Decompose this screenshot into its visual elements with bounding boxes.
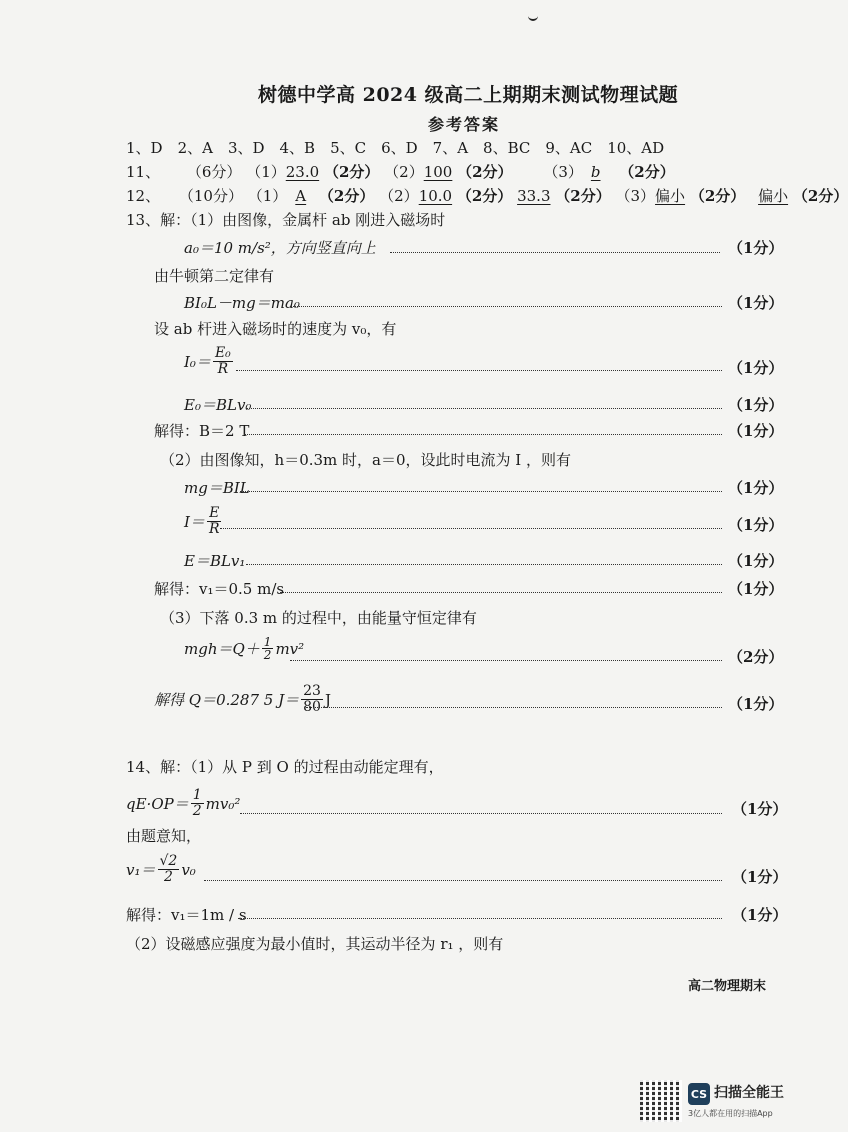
q14-line1-b: mv₀² [205, 794, 241, 813]
q13-score11: （1分） [728, 552, 784, 570]
q12-score5: （2分） [792, 187, 848, 205]
q13-score15: （1分） [728, 695, 784, 713]
q12-part2: （2） [379, 187, 419, 205]
fraction-denominator: 2 [163, 869, 173, 885]
q12-part1: （1） [247, 187, 288, 205]
q13-score9: （1分） [728, 479, 784, 497]
q14-line3-a: v₁＝ [126, 861, 156, 879]
q14-line2: 由题意知， [126, 827, 202, 845]
fraction-numerator: √2 [159, 853, 178, 869]
q13-line14-b: mv² [275, 639, 305, 658]
q13-line14 [184, 636, 304, 661]
q12-answer3: 33.3 [517, 187, 551, 205]
fraction [191, 788, 204, 819]
q13-line7: 解得：B＝2 T [154, 422, 250, 440]
q13-line8: （2）由图像知，h＝0.3m 时，a＝0，设此时电流为 I ，则有 [160, 451, 572, 469]
leader-dots [290, 306, 722, 307]
q11-number: 11、 [126, 163, 161, 181]
fraction-denominator: 2 [192, 803, 202, 819]
q14-heading: 14、解：（1）从 P 到 O 的过程由动能定理有， [126, 758, 444, 776]
q13-line5 [184, 346, 235, 377]
fraction-denominator: 2 [263, 648, 272, 662]
q13-line10 [184, 506, 223, 537]
q14-line3-b: v₀ [181, 860, 196, 879]
scanner-app-name: 扫描全能王 [714, 1085, 784, 1101]
scanner-tagline: 3亿人都在用的扫描App [688, 1109, 773, 1118]
q13-score6: （1分） [728, 396, 784, 414]
q14-score3: （1分） [732, 868, 788, 886]
q13-line4: 设 ab 杆进入磁场时的速度为 v₀，有 [154, 320, 397, 338]
q11-answer1: 23.0 [285, 163, 320, 181]
q13-score14: （2分） [728, 648, 784, 666]
leader-dots [240, 813, 722, 814]
q13-line6: E₀＝BLv₀ [184, 396, 252, 414]
q14-line3 [126, 854, 196, 885]
q13-score3: （1分） [728, 294, 784, 312]
fraction-numerator: E [209, 505, 220, 521]
fraction [262, 636, 274, 661]
q12-answer5: 偏小 [758, 187, 789, 205]
fraction-numerator: 23 [303, 683, 321, 699]
q13-line15-a: 解得 Q＝0.287 5 J＝ [154, 691, 300, 709]
q11-answer3: b [590, 163, 601, 181]
q12-answer2: 10.0 [418, 187, 453, 205]
q13-line9: mg＝BIL [184, 479, 250, 497]
q12-points: （10分） [178, 187, 243, 205]
q11-score2: （2分） [457, 163, 513, 181]
fraction-numerator: 1 [192, 787, 202, 803]
q13-score7: （1分） [728, 422, 784, 440]
q14-line1 [126, 788, 240, 819]
page-footer: 高二物理期末 [688, 979, 767, 994]
leader-dots [244, 434, 722, 435]
q11-part2: （2） [384, 163, 424, 181]
q13-line5-lhs: I₀＝ [184, 353, 211, 371]
q13-line15 [154, 684, 331, 715]
qr-code [640, 1080, 682, 1122]
fraction [301, 684, 323, 715]
q11-part3: （3） [543, 163, 583, 181]
q11-part1: （1） [246, 163, 286, 181]
q13-line11: E＝BLv₁ [184, 552, 246, 570]
leader-dots [220, 528, 722, 529]
leader-dots [246, 408, 722, 409]
camscanner-logo: CS [688, 1083, 710, 1105]
fraction-denominator: R [217, 361, 229, 377]
q14-line1-a: qE·OP＝ [126, 795, 189, 813]
scan-mark [528, 15, 538, 21]
q13-score1: （1分） [728, 239, 784, 257]
q14-score1: （1分） [732, 800, 788, 818]
q11-row [126, 161, 675, 182]
leader-dots [390, 252, 720, 253]
q13-line2: 由牛顿第二定律有 [154, 267, 275, 285]
q14-line4: 解得：v₁＝1m / s [126, 906, 247, 924]
q13-score5: （1分） [728, 359, 784, 377]
fraction [207, 506, 222, 537]
fraction-numerator: E₀ [214, 345, 231, 361]
q12-row [126, 185, 848, 206]
q13-line1: a₀＝10 m/s²，方向竖直向上 [184, 239, 376, 257]
q12-score2: （2分） [456, 187, 513, 205]
q11-score3: （2分） [619, 163, 675, 181]
leader-dots [240, 491, 722, 492]
q12-answer4: 偏小 [655, 187, 686, 205]
q12-score3: （2分） [555, 187, 611, 205]
leader-dots [290, 660, 722, 661]
fraction-denominator: R [208, 521, 220, 537]
leader-dots [236, 370, 722, 371]
fraction-numerator: 1 [263, 635, 272, 649]
q13-score10: （1分） [728, 516, 784, 534]
q12-answer1: A [295, 187, 307, 205]
q13-line12: 解得：v₁＝0.5 m/s [154, 580, 285, 598]
fraction [158, 854, 180, 885]
q12-score4: （2分） [689, 187, 746, 205]
q13-heading: 13、解：（1）由图像，金属杆 ab 刚进入磁场时 [126, 211, 446, 229]
fraction-denominator: 80 [303, 699, 321, 715]
q13-line10-lhs: I＝ [184, 513, 205, 531]
q12-score1: （2分） [318, 187, 375, 205]
q11-score1: （2分） [323, 163, 380, 181]
q14-line5: （2）设磁感应强度为最小值时，其运动半径为 r₁ ，则有 [126, 935, 504, 953]
page-subtitle: 参考答案 [428, 115, 501, 134]
q13-line14-a: mgh＝Q＋ [184, 640, 260, 658]
leader-dots [238, 918, 722, 919]
q14-score4: （1分） [732, 906, 788, 924]
leader-dots [280, 592, 722, 593]
leader-dots [246, 564, 722, 565]
page-title: 树德中学高 2024 级高二上期期末测试物理试题 [258, 84, 679, 106]
q13-score12: （1分） [728, 580, 784, 598]
q12-number: 12、 [126, 187, 161, 205]
q11-answer2: 100 [423, 163, 453, 181]
q11-points: （6分） [186, 163, 242, 181]
q13-line3: BI₀L－mg＝ma₀ [184, 294, 300, 312]
leader-dots [204, 880, 722, 881]
fraction [213, 346, 233, 377]
q13-line15-b: J [324, 690, 331, 709]
q13-line13: （3）下落 0.3 m 的过程中，由能量守恒定律有 [160, 609, 477, 627]
choice-answers: 1、D 2、A 3、D 4、B 5、C 6、D 7、A 8、BC 9、AC 10、AD [126, 139, 665, 157]
q12-part3: （3） [615, 187, 656, 205]
leader-dots [306, 707, 722, 708]
